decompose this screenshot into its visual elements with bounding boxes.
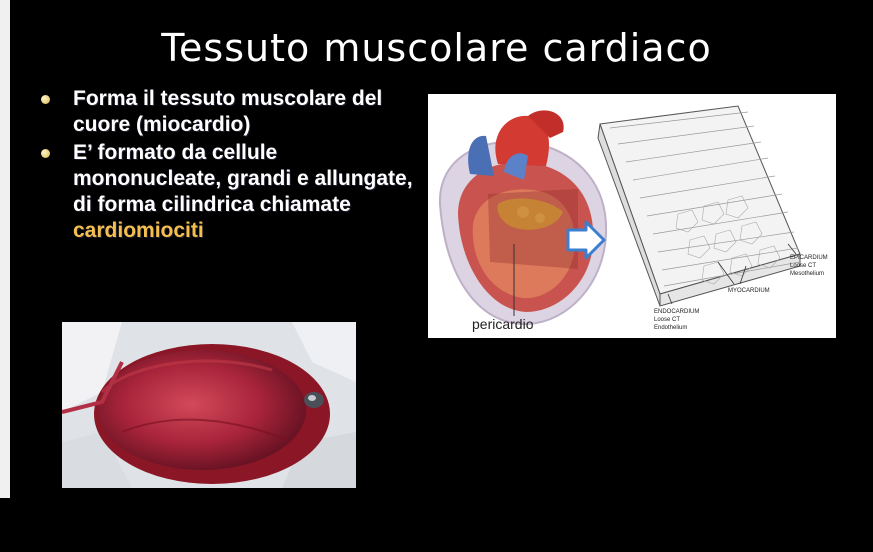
left-edge-strip	[0, 0, 10, 498]
endocardium-label	[654, 308, 699, 332]
slide-title: Tessuto muscolare cardiaco	[161, 26, 712, 70]
bullet-text: E’ formato da cellule mononucleate, grandi e allungate, di forma cilindrica chiamate	[73, 141, 413, 216]
heart-photo	[62, 322, 356, 488]
epicardium-line1: Loose CT	[790, 263, 817, 269]
heart-illustration	[428, 94, 836, 338]
endocardium-line1: Loose CT	[654, 317, 681, 323]
bullet-dot-icon	[41, 149, 50, 158]
myocardium-label: MYOCARDIUM	[728, 288, 770, 294]
bullet-item	[38, 86, 418, 138]
endocardium-title: ENDOCARDIUM	[654, 309, 700, 315]
epicardium-label	[790, 254, 828, 278]
endocardium-line2: Endothelium	[654, 325, 688, 331]
pericardium-label: pericardio	[472, 316, 534, 332]
heart-wall-diagram	[428, 94, 836, 338]
bullet-dot-icon	[41, 95, 50, 104]
bottom-band	[0, 498, 873, 552]
bullet-item	[38, 140, 418, 244]
bullet-text: Forma il tessuto muscolare del cuore (miocardio)	[73, 87, 383, 136]
highlight-term: cardiomiociti	[73, 219, 204, 242]
epicardium-title: EPICARDIUM	[790, 255, 828, 261]
bullet-list	[38, 86, 418, 246]
epicardium-line2: Mesothelium	[790, 271, 825, 277]
heart-photo-drawing	[62, 322, 356, 488]
